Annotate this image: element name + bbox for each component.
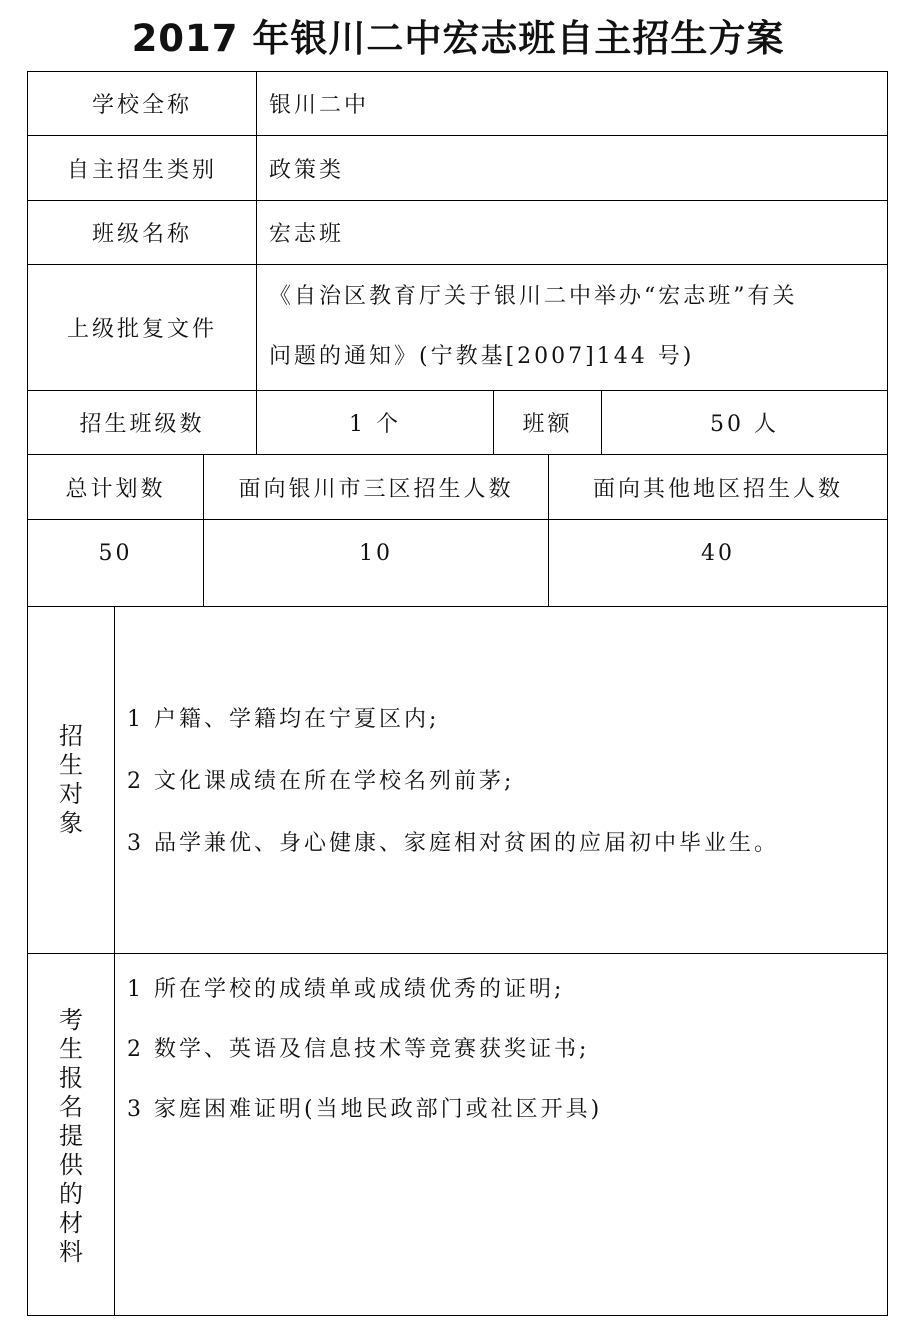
- yinchuan-quota-value: 10: [359, 540, 393, 566]
- class-quota-label: 班额: [522, 412, 573, 437]
- list-item: 2 数学、英语及信息技术等竞赛获奖证书;: [127, 1037, 590, 1062]
- approval-document-value: [269, 267, 798, 387]
- list-item: 3 家庭困难证明(当地民政部门或社区开具): [127, 1097, 603, 1122]
- total-plan-value: 50: [98, 540, 133, 566]
- class-count-value: 1 个: [349, 412, 401, 437]
- category-label: 自主招生类别: [66, 157, 217, 183]
- class-quota-value: 50 人: [710, 412, 779, 437]
- materials-label-char: 料: [59, 1238, 83, 1266]
- category-value: 政策类: [269, 157, 345, 183]
- column-divider: [114, 606, 115, 1316]
- class-count-label: 招生班级数: [79, 412, 205, 437]
- materials-label-char: 的: [59, 1180, 83, 1208]
- row-divider: [28, 953, 887, 954]
- row-divider: [28, 606, 887, 607]
- list-item: 1 户籍、学籍均在宁夏区内;: [127, 707, 440, 732]
- materials-label-char: 供: [59, 1151, 83, 1179]
- school-name-label: 学校全称: [91, 93, 192, 118]
- target-label-char: 招: [59, 722, 83, 750]
- approval-document-line: 《自治区教育厅关于银川二中举办“宏志班”有关: [269, 284, 798, 309]
- target-label-char: 对: [59, 780, 83, 808]
- other-region-quota-value: 40: [701, 540, 735, 566]
- approval-document-line: 问题的通知》(宁教基[2007]144 号): [269, 344, 695, 369]
- list-item: 1 所在学校的成绩单或成绩优秀的证明;: [127, 977, 565, 1002]
- materials-label-char: 报: [59, 1064, 83, 1092]
- target-label-char: 象: [59, 809, 83, 837]
- materials-label-char: 提: [59, 1122, 83, 1150]
- target-label: [51, 722, 91, 838]
- materials-label-char: 考: [59, 1006, 83, 1034]
- page-title: 2017 年银川二中宏志班自主招生方案: [131, 17, 785, 60]
- admission-plan-table: [27, 71, 888, 1316]
- total-plan-label: 总计划数: [65, 476, 166, 502]
- materials-label: [51, 1006, 91, 1267]
- yinchuan-quota-label: 面向银川市三区招生人数: [238, 476, 514, 502]
- approval-document-label: 上级批复文件: [66, 317, 217, 342]
- materials-label-char: 生: [59, 1035, 83, 1063]
- list-item: 2 文化课成绩在所在学校名列前茅;: [127, 769, 515, 794]
- school-name-value: 银川二中: [269, 93, 370, 118]
- target-label-char: 生: [59, 751, 83, 779]
- materials-label-char: 材: [59, 1209, 83, 1237]
- materials-label-char: 名: [59, 1093, 83, 1121]
- class-name-label: 班级名称: [91, 222, 192, 247]
- list-item: 3 品学兼优、身心健康、家庭相对贫困的应届初中毕业生。: [127, 831, 779, 856]
- class-name-value: 宏志班: [269, 222, 345, 247]
- other-region-quota-label: 面向其他地区招生人数: [592, 476, 843, 502]
